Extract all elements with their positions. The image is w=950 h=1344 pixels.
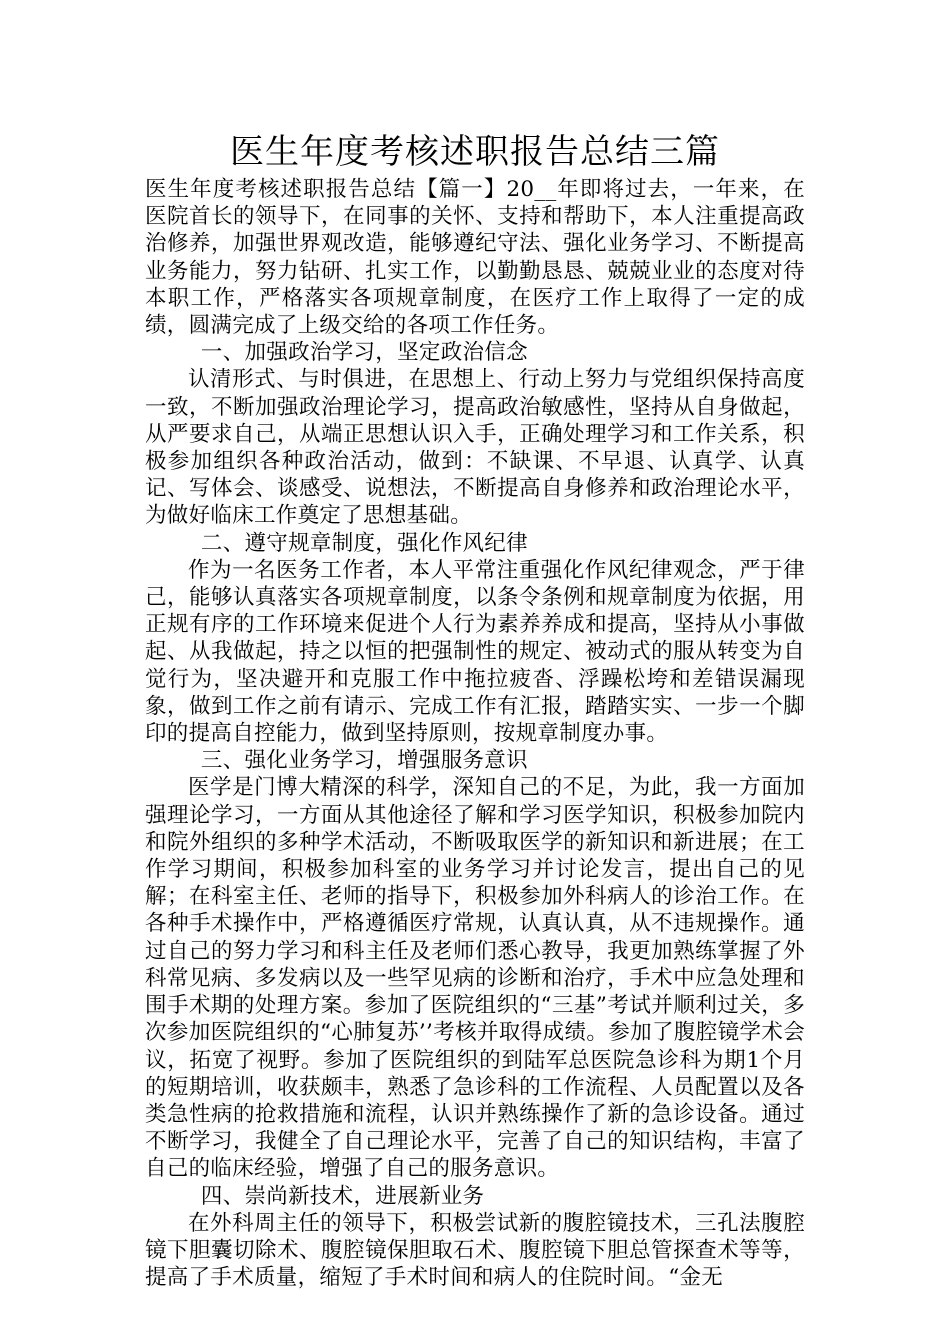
section-heading-1: 一、加强政治学习，坚定政治信念 <box>200 340 528 366</box>
section-heading-2: 二、遵守规章制度，强化作风纪律 <box>200 530 528 556</box>
section-body-1: 认清形式、与时俱进，在思想上、行动上努力与党组织保持高度一致，不断加强政治理论学习，提高政治敏感性，坚持从自身做起，从严要求自己，从端正思想认识入手，正确处理学习和工作关系，积极参加组织各种政治活动，做到：不缺课、不早退、认真学、认真记、写体会、谈感受、说想法，不断提高自身修养和政治理论水平，为做好临床工作奠定了思想基础。 <box>145 367 805 529</box>
section-body-3: 医学是门博大精深的科学，深知自己的不足，为此，我一方面加强理论学习，一方面从其他途径了解和学习医学知识，积极参加院内和院外组织的多种学术活动，不断吸取医学的新知识和新进展；在工作学习期间，积极参加科室的业务学习并讨论发言，提出自己的见解；在科室主任、老师的指导下，积极参加外科病人的诊治工作。在各种手术操作中，严格遵循医疗常规，认真认真，从不违规操作。通过自己的努力学习和科主任及老师们悉心教导，我更加熟练掌握了外科常见病、多发病以及一些罕见病的诊断和治疗，手术中应急处理和围手术期的处理方案。参加了医院组织的“三基”考试并顺利过关，多次参加医院组织的“心肺复苏’’考核并取得成绩。参加了腹腔镜学术会议，拓宽了视野。参加了医院组织的到陆军总医院急诊科为期1个月的短期培训，收获颇丰，熟悉了急诊科的工作流程、人员配置以及各类急性病的抢救措施和流程，认识并熟练操作了新的急诊设备。通过不断学习，我健全了自己理论水平，完善了自己的知识结构，丰富了自己的临床经验，增强了自己的服务意识。 <box>145 775 805 1182</box>
section-body-4: 在外科周主任的领导下，积极尝试新的腹腔镜技术，三孔法腹腔镜下胆囊切除术、腹腔镜保胆取石术、腹腔镜下胆总管探查术等等，提高了手术质量，缩短了手术时间和病人的住院时间。“金无 <box>145 1210 805 1291</box>
section-body-2: 作为一名医务工作者，本人平常注重强化作风纪律观念，严于律己，能够认真落实各项规章制度，以条令条例和规章制度为依据，用正规有序的工作环境来促进个人行为素养养成和提高，坚持从小事做起、从我做起，持之以恒的把强制性的规定、被动式的服从转变为自觉行为，坚决避开和克服工作中拖拉疲沓、浮躁松垮和差错误漏现象，做到工作之前有请示、完成工作有汇报，踏踏实实、一步一个脚印的提高自控能力，做到坚持原则，按规章制度办事。 <box>145 557 805 747</box>
document-title: 医生年度考核述职报告总结三篇 <box>230 132 720 172</box>
document-body <box>145 128 805 1291</box>
section-heading-3: 三、强化业务学习，增强服务意识 <box>200 748 528 774</box>
intro-paragraph: 医生年度考核述职报告总结【篇一】20__年即将过去，一年来，在医院首长的领导下，在同事的关怀、支持和帮助下，本人注重提高政治修养，加强世界观改造，能够遵纪守法、强化业务学习、不断提高业务能力，努力钻研、扎实工作，以勤勤恳恳、兢兢业业的态度对待本职工作，严格落实各项规章制度，在医疗工作上取得了一定的成绩，圆满完成了上级交给的各项工作任务。 <box>145 177 805 339</box>
section-heading-4: 四、崇尚新技术，进展新业务 <box>200 1183 485 1209</box>
